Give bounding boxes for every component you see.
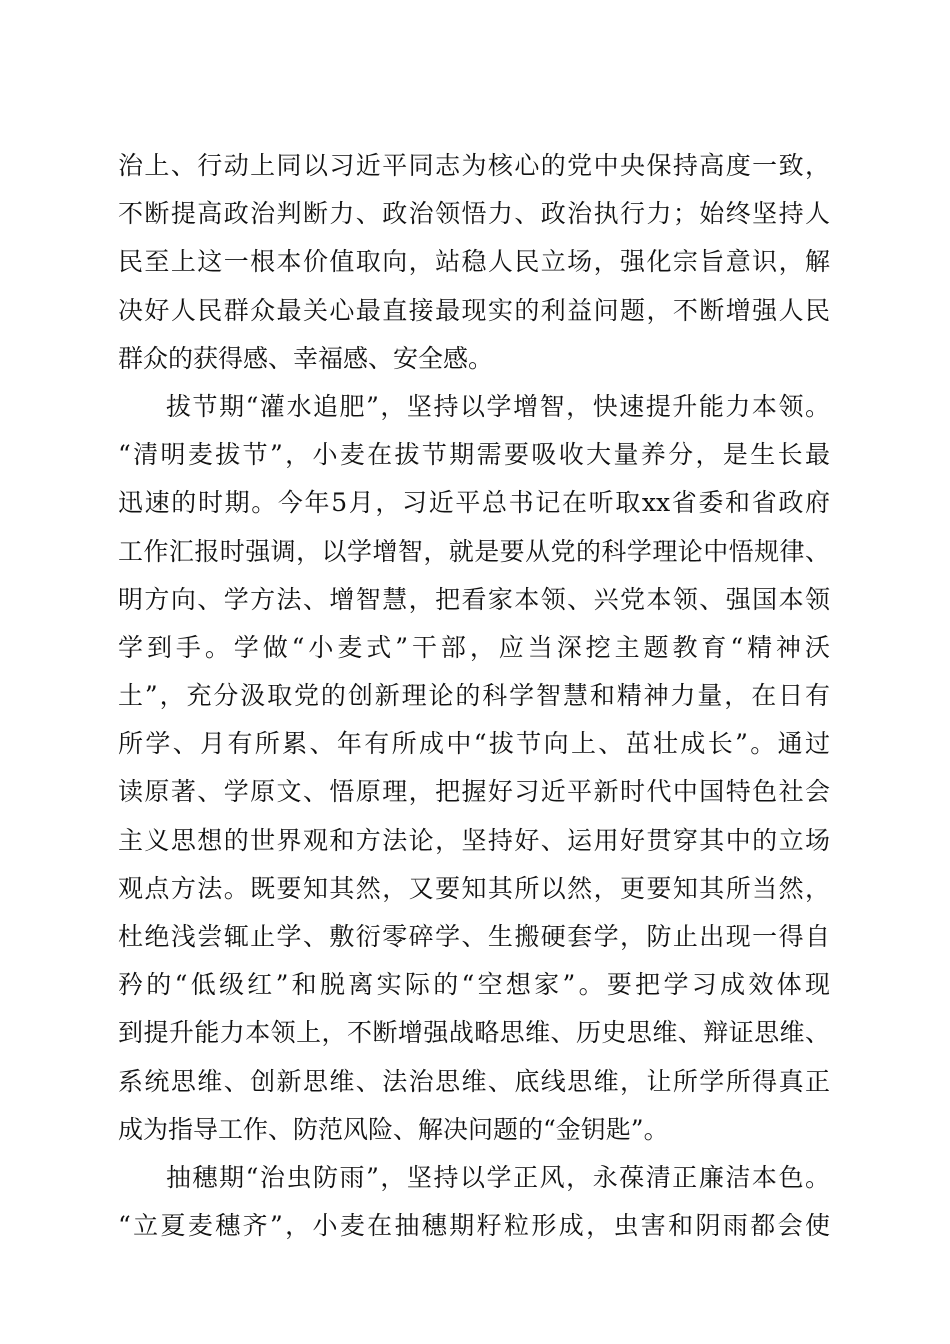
text-line: 土”，充分汲取党的创新理论的科学智慧和精神力量，在日有	[118, 681, 830, 711]
text-line: “立夏麦穗齐”，小麦在抽穗期籽粒形成，虫害和阴雨都会使	[118, 1211, 830, 1241]
text-line: 明方向、学方法、增智慧，把看家本领、兴党本领、强国本领	[118, 584, 830, 614]
text-line: 学到手。学做“小麦式”干部，应当深挖主题教育“精神沃	[118, 632, 830, 662]
text-line: 所学、月有所累、年有所成中“拔节向上、茁壮成长”。通过	[118, 729, 830, 759]
text-line: 矜的“低级红”和脱离实际的“空想家”。要把学习成效体现	[118, 970, 830, 1000]
text-line: 观点方法。既要知其然，又要知其所以然，更要知其所当然，	[118, 873, 830, 903]
text-line: 民至上这一根本价值取向，站稳人民立场，强化宗旨意识，解	[118, 247, 830, 277]
text-line: 不断提高政治判断力、政治领悟力、政治执行力；始终坚持人	[118, 199, 830, 229]
text-line: 读原著、学原文、悟原理，把握好习近平新时代中国特色社会	[118, 777, 830, 807]
text-line: 治上、行动上同以习近平同志为核心的党中央保持高度一致，	[118, 151, 830, 180]
body-text	[118, 142, 830, 1250]
text-line: 主义思想的世界观和方法论，坚持好、运用好贯穿其中的立场	[118, 825, 830, 855]
text-line: 抽穗期“治虫防雨”，坚持以学正风，永葆清正廉洁本色。	[166, 1162, 830, 1192]
paragraph-3	[118, 1154, 830, 1250]
text-line: 群众的获得感、幸福感、安全感。	[118, 343, 494, 373]
text-line: 系统思维、创新思维、法治思维、底线思维，让所学所得真正	[118, 1066, 830, 1096]
paragraph-1	[118, 142, 830, 383]
text-line: 决好人民群众最关心最直接最现实的利益问题，不断增强人民	[118, 295, 830, 325]
text-line: 杜绝浅尝辄止学、敷衍零碎学、生搬硬套学，防止出现一得自	[118, 922, 830, 951]
text-line: 拔节期“灌水追肥”，坚持以学增智，快速提升能力本领。	[166, 391, 830, 421]
text-line: 工作汇报时强调，以学增智，就是要从党的科学理论中悟规律、	[118, 536, 830, 566]
text-line: 到提升能力本领上，不断增强战略思维、历史思维、辩证思维、	[118, 1018, 830, 1048]
paragraph-2	[118, 383, 830, 1154]
text-line: 迅速的时期。今年5月，习近平总书记在听取xx省委和省政府	[118, 488, 830, 518]
text-line: 成为指导工作、防范风险、解决问题的“金钥匙”。	[118, 1114, 669, 1144]
text-line: “清明麦拔节”，小麦在拔节期需要吸收大量养分，是生长最	[118, 440, 830, 470]
